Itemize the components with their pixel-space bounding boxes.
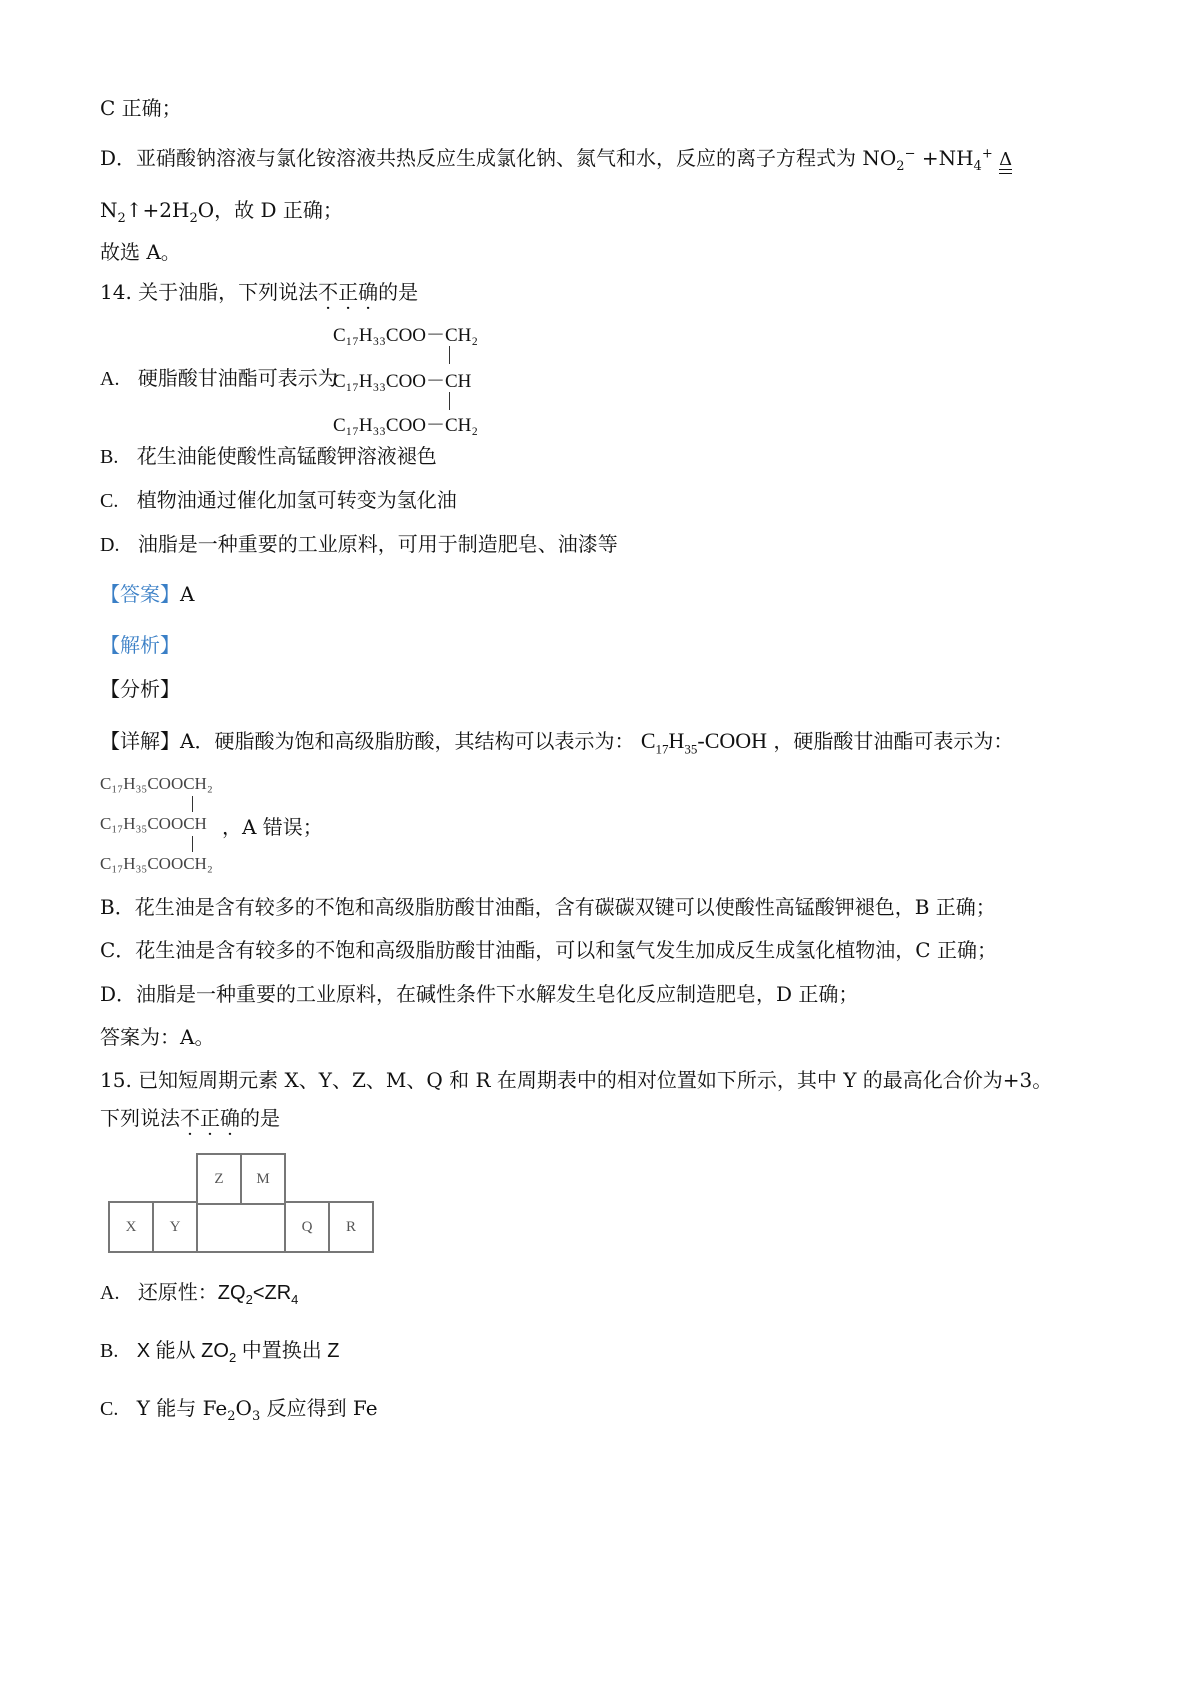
table-gap-bottom xyxy=(196,1201,284,1253)
q15-b-part2: 中置换出 Z xyxy=(236,1340,340,1362)
q14-option-d-label: D. xyxy=(100,534,120,556)
q14-option-a-label: A. xyxy=(100,368,120,390)
q15-emph-3: 确 xyxy=(220,1106,240,1130)
cell-z: Z xyxy=(196,1153,242,1205)
q14-option-d-text: 油脂是一种重要的工业原料，可用于制造肥皂、油漆等 xyxy=(137,532,618,556)
analysis-label: 【解析】 xyxy=(100,633,180,657)
q14-option-b-label: B. xyxy=(100,446,119,468)
detail-a-text-end: ，硬脂酸甘油酯可表示为： xyxy=(773,729,1014,753)
q15-option-a-label: A. xyxy=(100,1282,120,1304)
text-line-choose-a: 故选 A。 xyxy=(100,240,181,264)
formula-a-row2: C₁₇H₃₃COO－CH xyxy=(333,371,472,392)
q14-detail-c: C．花生油是含有较多的不饱和高级脂肪酸甘油酯，可以和氢气发生加成反生成氢化植物油，C 正确； xyxy=(100,938,997,962)
formula-b-suffix: ，A 错误； xyxy=(222,815,323,839)
formula-sub-17: 17 xyxy=(655,741,669,757)
q14-emph-2: 正 xyxy=(338,280,359,304)
sup-no2-minus: − xyxy=(904,146,916,162)
q14-option-c-label: C. xyxy=(100,490,119,512)
answer-value: A xyxy=(180,582,195,606)
formula-a-row1: C₁₇H₃₃COO－CH₂ xyxy=(333,325,479,346)
q14-option-a-text: 硬脂酸甘油酯可表示为 xyxy=(137,366,338,390)
q15-option-b-text xyxy=(136,1340,340,1365)
text-o-d-correct: O，故 D 正确； xyxy=(197,198,343,222)
q14-answer xyxy=(100,582,194,606)
q14-option-a xyxy=(100,366,338,391)
text-n: N xyxy=(100,198,118,222)
q15-option-c xyxy=(100,1396,378,1424)
cell-x: X xyxy=(108,1201,154,1253)
fenxi-label: 【分析】 xyxy=(100,677,180,701)
formula-a-row3: C₁₇H₃₃COO－CH₂ xyxy=(333,415,479,436)
q15-stem-end: 的是 xyxy=(240,1106,280,1130)
sub-nh4: 4 xyxy=(973,159,982,174)
formula-b-row1: C₁₇H₃₅COOCH₂ xyxy=(100,774,213,793)
text-d-part2: +NH xyxy=(915,146,974,170)
q14-detail-b: B．花生油是含有较多的不饱和高级脂肪酸甘油酯，含有碳碳双键可以使酸性高锰酸钾褪色，B 正确； xyxy=(100,895,996,919)
cell-r: R xyxy=(328,1201,374,1253)
answer-label: 【答案】 xyxy=(100,582,180,606)
formula-c: C xyxy=(640,728,656,753)
q15-c-sub1: 2 xyxy=(227,1409,236,1424)
q15-b-sub: 2 xyxy=(228,1350,237,1365)
q15-option-c-text xyxy=(136,1396,378,1424)
q14-stem xyxy=(100,280,418,304)
q15-option-c-label: C. xyxy=(100,1398,119,1420)
detail-a-text: 【详解】A．硬脂酸为饱和高级脂肪酸，其结构可以表示为： xyxy=(100,729,635,753)
sup-nh4-plus: + xyxy=(981,146,993,162)
cell-y: Y xyxy=(152,1201,198,1253)
q14-emph-3: 确 xyxy=(358,280,379,304)
text-line-c-correct: C 正确； xyxy=(100,96,182,120)
q14-option-b xyxy=(100,444,437,469)
q15-option-b-label: B. xyxy=(100,1340,119,1362)
q15-emph-1: 不 xyxy=(180,1106,200,1130)
sub-h2o: 2 xyxy=(189,211,198,226)
q15-c-part1: Y 能与 Fe xyxy=(136,1396,228,1420)
q14-option-d xyxy=(100,532,618,557)
q15-a-part1: 还原性：ZQ xyxy=(137,1282,246,1304)
q14-conclusion: 答案为：A。 xyxy=(100,1025,215,1049)
q15-stem-line2 xyxy=(100,1106,280,1130)
heat-equals-symbol: Δ xyxy=(999,152,1012,174)
q15-c-part2: O xyxy=(235,1396,252,1420)
sub-n2: 2 xyxy=(117,211,126,226)
formula-b-row2: C₁₇H₃₅COOCH xyxy=(100,814,207,833)
formula-b-row3: C₁₇H₃₅COOCH₂ xyxy=(100,854,213,873)
text-line-d-equation xyxy=(100,146,1012,174)
text-line-n2-result xyxy=(100,198,343,226)
q15-b-part1: X 能从 ZO xyxy=(136,1340,229,1362)
q15-stem-line1: 15. 已知短周期元素 X、Y、Z、M、Q 和 R 在周期表中的相对位置如下所示，其中 Y 的最高化合价为+3。 xyxy=(100,1068,1053,1092)
formula-cooh: -COOH xyxy=(697,728,768,753)
q15-c-sub2: 3 xyxy=(251,1409,261,1424)
q14-option-b-text: 花生油能使酸性高锰酸钾溶液褪色 xyxy=(136,444,437,468)
q14-option-c xyxy=(100,488,457,513)
text-h2-part: ↑+2H xyxy=(125,198,190,222)
stearic-acid-formula xyxy=(640,728,768,757)
q14-option-c-text: 植物油通过催化加氢可转变为氢化油 xyxy=(136,488,457,512)
formula-h: H xyxy=(668,728,685,753)
q15-option-a xyxy=(100,1280,298,1305)
q14-stem-text: 14. 关于油脂，下列说法 xyxy=(100,280,319,304)
q15-a-part2: <ZR xyxy=(252,1282,292,1304)
q14-detail-d: D．油脂是一种重要的工业原料，在碱性条件下水解发生皂化反应制造肥皂，D 正确； xyxy=(100,982,859,1006)
text-d-part1: D．亚硝酸钠溶液与氯化铵溶液共热反应生成氯化钠、氮气和水，反应的离子方程式为 NO xyxy=(100,146,897,170)
q15-a-sub2: 4 xyxy=(291,1292,299,1307)
cell-m: M xyxy=(240,1153,286,1205)
q14-detail-a xyxy=(100,728,1014,757)
q14-emph-1: 不 xyxy=(318,280,339,304)
sub-no2: 2 xyxy=(896,159,905,174)
q15-option-a-text xyxy=(137,1282,299,1307)
q15-emph-2: 正 xyxy=(200,1106,220,1130)
q15-c-part3: 反应得到 Fe xyxy=(260,1396,378,1420)
q15-stem-text: 下列说法 xyxy=(100,1106,180,1130)
q14-stem-end: 的是 xyxy=(378,280,419,304)
formula-sub-35: 35 xyxy=(684,741,698,757)
q15-a-sub1: 2 xyxy=(245,1292,253,1307)
q14-formula-a xyxy=(333,320,513,440)
q15-option-b xyxy=(100,1338,340,1363)
cell-q: Q xyxy=(284,1201,330,1253)
